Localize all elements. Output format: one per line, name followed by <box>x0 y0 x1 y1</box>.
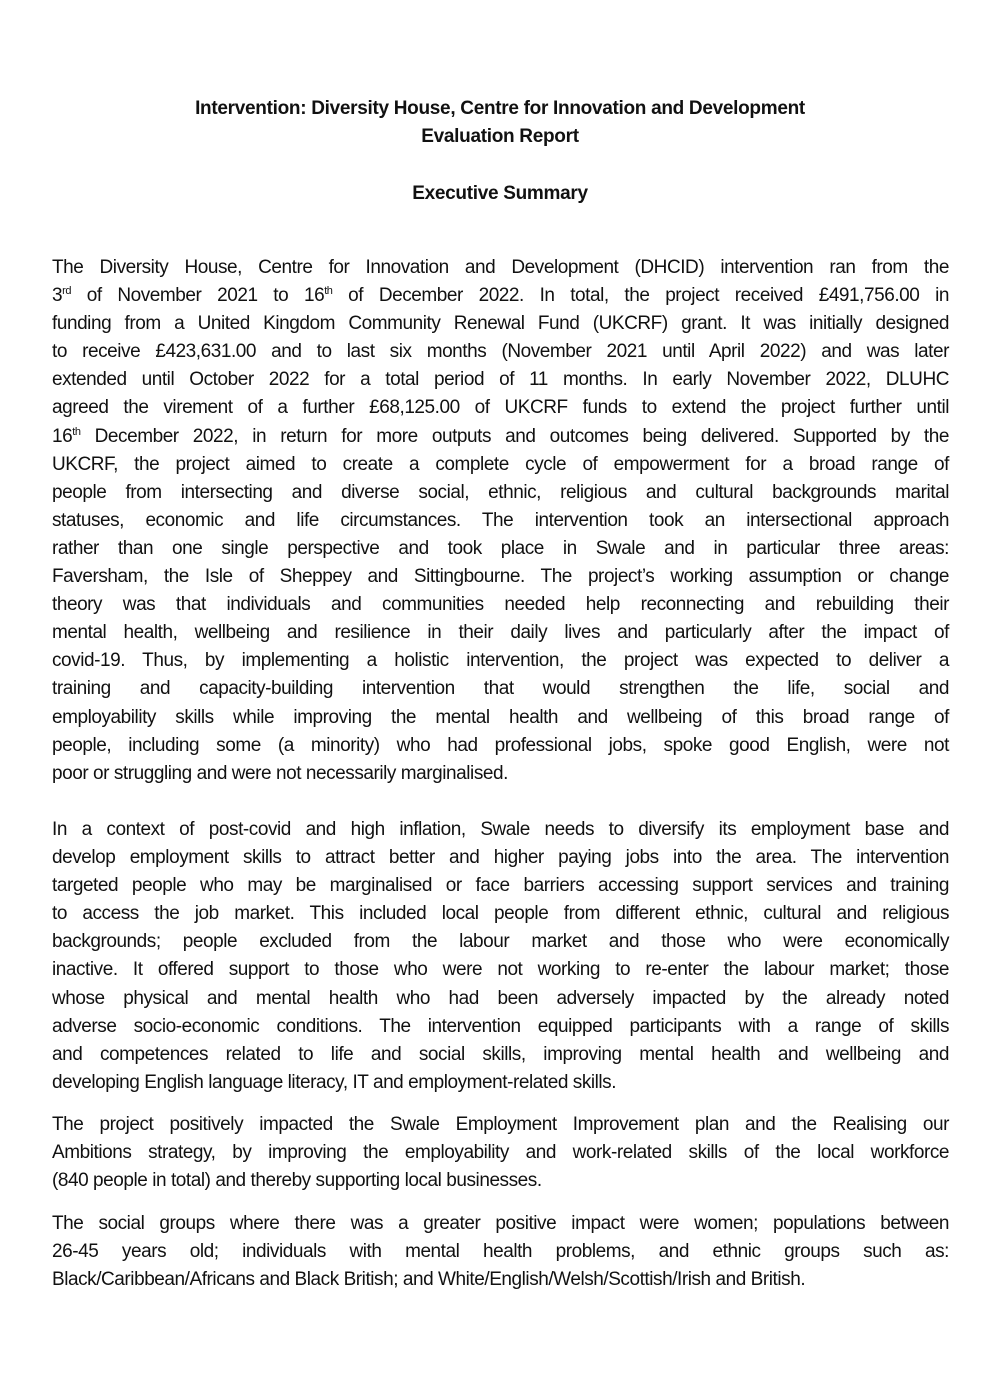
paragraph-3 <box>52 1111 949 1195</box>
line-text: of November 2021 to 16 <box>71 285 325 307</box>
paragraph-line: adverse socio-economic conditions. The intervention equipped participants with a range of skills <box>52 1015 949 1037</box>
paragraph-line: to access the job market. This included local people from different ethnic, cultural and religious <box>52 903 949 925</box>
paragraph-line: 26-45 years old; individuals with mental health problems, and ethnic groups such as: <box>52 1241 949 1263</box>
paragraph-line: poor or struggling and were not necessarily marginalised. <box>52 762 508 784</box>
paragraph-line: The Diversity House, Centre for Innovation and Development (DHCID) intervention ran from the <box>52 257 949 278</box>
paragraph-line: developing English language literacy, IT and employment-related skills. <box>52 1071 617 1093</box>
paragraph-line: targeted people who may be marginalised or face barriers accessing support services and training <box>52 875 949 897</box>
ordinal-superscript: th <box>324 285 333 298</box>
paragraph-line: The social groups where there was a greater positive impact were women; populations between <box>52 1213 949 1234</box>
paragraph-line: to receive £423,631.00 and to last six months (November 2021 until April 2022) and was later <box>52 341 949 363</box>
title-line-2: Evaluation Report <box>421 126 579 147</box>
paragraph-line: people from intersecting and diverse social, ethnic, religious and cultural backgrounds marital <box>52 481 949 503</box>
paragraph-line: mental health, wellbeing and resilience in their daily lives and particularly after the impact of <box>52 622 949 644</box>
paragraph-line: UKCRF, the project aimed to create a complete cycle of empowerment for a broad range of <box>52 453 949 475</box>
document-title <box>0 95 1000 151</box>
paragraph-line: and competences related to life and social skills, improving mental health and wellbeing and <box>52 1043 949 1065</box>
paragraph-line: statuses, economic and life circumstances. The intervention took an intersectional approach <box>52 509 949 531</box>
paragraph-line <box>52 282 949 310</box>
paragraph-line: inactive. It offered support to those who were not working to re-enter the labour market; those <box>52 959 949 981</box>
paragraph-line: extended until October 2022 for a total period of 11 months. In early November 2022, DLUHC <box>52 369 949 391</box>
paragraph-line: The project positively impacted the Swale Employment Improvement plan and the Realising our <box>52 1114 949 1135</box>
line-text: 3 <box>52 285 63 307</box>
ordinal-superscript: rd <box>62 285 72 298</box>
section-heading: Executive Summary <box>412 183 588 204</box>
paragraph-line: whose physical and mental health who had been adversely impacted by the already noted <box>52 987 949 1009</box>
paragraph-line: (840 people in total) and thereby supporting local businesses. <box>52 1170 542 1192</box>
paragraph-line: Black/Caribbean/Africans and Black British; and White/English/Welsh/Scottish/Irish and British. <box>52 1269 806 1291</box>
paragraph-1 <box>52 254 949 788</box>
paragraph-line: Faversham, the Isle of Sheppey and Sittingbourne. The project’s working assumption or change <box>52 566 949 588</box>
title-line-1: Intervention: Diversity House, Centre for Innovation and Development <box>195 98 805 119</box>
line-text: December 2022, in return for more outputs and outcomes being delivered. Supported by the <box>80 425 949 447</box>
paragraph-line: people, including some (a minority) who had professional jobs, spoke good English, were not <box>52 734 949 756</box>
paragraph-line: backgrounds; people excluded from the labour market and those who were economically <box>52 931 949 953</box>
paragraph-4 <box>52 1210 949 1294</box>
paragraph-line: covid-19. Thus, by implementing a holistic intervention, the project was expected to deliver a <box>52 650 949 672</box>
paragraph-line: Ambitions strategy, by improving the employability and work-related skills of the local workforce <box>52 1142 949 1164</box>
line-text: 16 <box>52 425 73 447</box>
line-text: of December 2022. In total, the project received £491,756.00 in <box>332 285 950 307</box>
paragraph-2 <box>52 816 949 1097</box>
paragraph-line: funding from a United Kingdom Community Renewal Fund (UKCRF) grant. It was initially designed <box>52 313 949 335</box>
paragraph-line: agreed the virement of a further £68,125.00 of UKCRF funds to extend the project further until <box>52 397 949 419</box>
paragraph-line: theory was that individuals and communities needed help reconnecting and rebuilding their <box>52 594 949 616</box>
paragraph-line: training and capacity-building intervention that would strengthen the life, social and <box>52 678 949 700</box>
paragraph-line: In a context of post-covid and high inflation, Swale needs to diversify its employment base and <box>52 819 949 840</box>
paragraph-line: develop employment skills to attract better and higher paying jobs into the area. The intervention <box>52 847 949 869</box>
paragraph-line <box>52 423 949 451</box>
paragraph-line: employability skills while improving the mental health and wellbeing of this broad range of <box>52 706 949 728</box>
paragraph-line: rather than one single perspective and took place in Swale and in particular three areas: <box>52 537 949 559</box>
ordinal-superscript: th <box>72 425 81 438</box>
section-heading-executive-summary <box>0 180 1000 208</box>
